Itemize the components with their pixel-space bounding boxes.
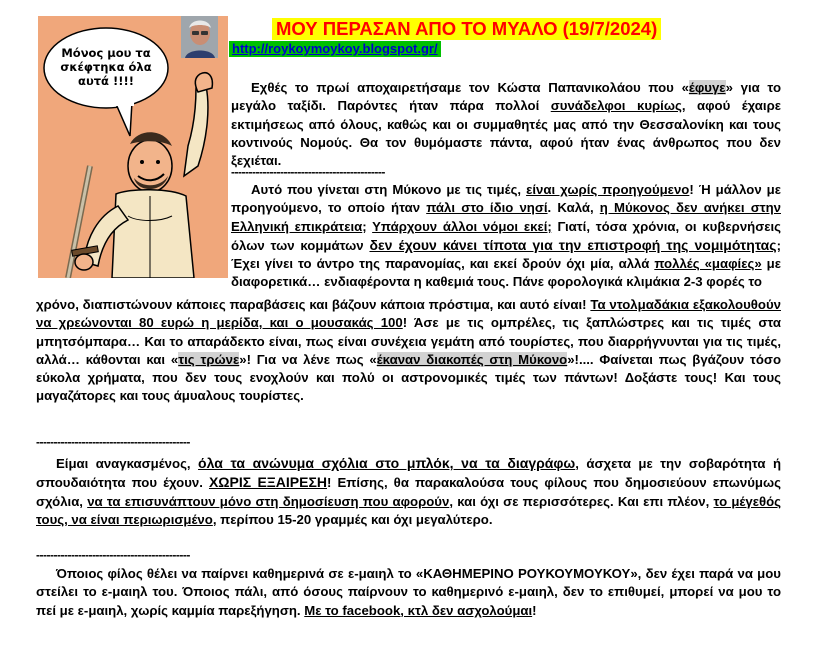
- text-span: με διαφορετικά… ενδιαφέροντα η καθεμιά τους. Πάνε φορολογικά κλιμάκια 2-3 φορές το: [231, 256, 781, 290]
- text-span: . Καλά,: [547, 200, 600, 216]
- author-avatar: [181, 16, 218, 58]
- underlined-text: Με το facebook, κτλ δεν ασχολούμαι: [304, 602, 533, 618]
- speech-bubble-text: Μόνος μου τα σκέφτηκα όλα αυτά !!!!: [60, 46, 152, 88]
- underlined-text: συνάδελφοι κυρίως: [550, 98, 682, 114]
- blog-link[interactable]: http://roykoymoykoy.blogspot.gr/: [229, 41, 441, 57]
- paragraph-mykonos-part2: [36, 296, 781, 406]
- paragraph-mykonos-part1: [231, 181, 781, 292]
- page-title: ΜΟΥ ΠΕΡΑΣΑΝ ΑΠΟ ΤΟ ΜΥΑΛΟ (19/7/2024): [272, 18, 661, 40]
- text-span: » για το μεγάλο ταξίδι. Παρόντες ήταν πάρα πολλοί: [231, 80, 781, 114]
- underlined-text: Υπάρχουν άλλοι νόμοι εκεί;: [372, 218, 552, 234]
- highlighted-text: έκαναν διακοπές στη Μύκονο: [376, 351, 568, 367]
- underlined-emphasis-text: δεν έχουν κάνει τίποτα για την επιστροφή της νομιμότητας: [369, 236, 777, 253]
- text-span: !: [532, 602, 537, 618]
- text-span: ! Ή μάλλον με προηγούμενο, το οποίο ήταν: [231, 182, 781, 216]
- paragraph-comments-policy: [36, 454, 781, 529]
- text-span: , άσχετα με την σοβαρότητα ή σπουδαιότητα που έχουν.: [36, 456, 782, 491]
- text-span: ; Έχει γίνει το άντρο της παρανομίας, και εκεί δρούν όχι μία, αλλά: [231, 237, 781, 272]
- underlined-text: Τα ντολμαδάκια εξακολουθούν να χρεώνονται 80 ευρώ η μερίδα, και ο μουσακάς 100: [36, 297, 781, 331]
- author-avatar-icon: [181, 16, 218, 58]
- paragraph-farewell: [231, 79, 781, 170]
- underlined-emphasis-text: όλα τα ανώνυμα σχόλια στο μπλόκ, να τα διαγράφω: [198, 455, 576, 471]
- text-span: Εχθές το πρωί αποχαιρετήσαμε τον Κώστα Παπανικολάου που «: [251, 80, 689, 95]
- text-span: Είμαι αναγκασμένος,: [56, 456, 199, 471]
- underlined-text: πολλές «μαφίες»: [654, 256, 762, 272]
- highlighted-text: τις τρώνε: [178, 351, 240, 367]
- text-span: , αφού έχαιρε εκτιμήσεως από όλους, καθώς και οι συμμαθητές μας από την Θεσσαλονίκη και τους κοντινούς Νομούς. Θα τον θυμόμαστε πάντα, αφού ήταν ένας άνθρωπος που δεν ξεχιέται.: [231, 98, 781, 169]
- separator-line: --------------------------------------------: [231, 165, 385, 179]
- text-span: , περίπου 15-20 γραμμές και όχι μεγαλύτερο.: [212, 511, 493, 527]
- text-span: ! Επίσης, θα παρακαλούσα τους φίλους που δημοσιεύουν επωνύμως σχόλια,: [36, 475, 781, 509]
- text-span: Αυτό που γίνεται στη Μύκονο με τις τιμές,: [251, 182, 527, 197]
- text-span: χρόνο, διαπιστώνουν κάποιες παραβάσεις και βάζουν κάποια πρόστιμα, και αυτό είναι!: [36, 297, 591, 312]
- text-span: Γιατί, τόσα χρόνια, οι κυβερνήσεις όλων των κομμάτων: [231, 218, 782, 253]
- text-span: ! Άσε με τις ομπρέλες, τις ξαπλώστρες και τις τιμές στα μπητσόμπαρα… Και το απαράδεκτο είναι, πως είναι συνέχεια γεμάτη από τουρίστες, που διαρρήγνυνται για τις τιμές, αλλά… κάθονται και «: [36, 315, 781, 367]
- underlined-text: πάλι στο ίδιο νησί: [426, 200, 548, 216]
- highlighted-text: έφυγε: [688, 80, 726, 95]
- paragraph-email-subscription: [36, 565, 781, 620]
- text-span: ;: [362, 218, 373, 234]
- text-span: »!.... Φαίνεται πως βγάζουν τόσο εύκολα χρήματα, που δεν τους ενοχλούν και πολύ οι αστρονομικές τιμές των πάντων! Δοξάστε τους! Και τους μαγαζάτορες και τους άμυαλους τουρίστες.: [36, 351, 781, 404]
- underlined-text: να τα επισυνάπτουν μόνο στη δημοσίευση που αφορούν: [87, 493, 450, 509]
- separator-line: --------------------------------------------: [36, 548, 190, 562]
- separator-line: --------------------------------------------: [36, 435, 190, 449]
- text-span: »! Για να λένε πως «: [239, 351, 377, 367]
- underlined-emphasis-text: ΧΩΡΙΣ ΕΞΑΙΡΕΣΗ: [208, 474, 327, 491]
- underlined-text: είναι χωρίς προηγούμενο: [526, 182, 690, 197]
- text-span: Όποιος φίλος θέλει να παίρνει καθημερινά σε ε-μαιηλ το «ΚΑΘΗΜΕΡΙΝΟ ΡΟΥΚΟΥΜΟΥΚΟΥ», δεν έχει παρά να μου στείλει το ε-μαιηλ του. Όποιος πάλι, από όσους παίρνουν το καθημερινό ε-μαιηλ, δεν το επιθυμεί, μπορεί να μου το πεί με ε-μαιηλ, χωρίς καμμία παρεξήγηση.: [36, 566, 781, 618]
- underlined-text: το μέγεθός τους, να είναι περιωρισμένο: [36, 493, 781, 527]
- underlined-text: η Μύκονος δεν ανήκει στην Ελληνική επικράτεια: [231, 200, 781, 234]
- text-span: , και όχι σε περισσότερες. Και επι πλέον,: [449, 493, 714, 509]
